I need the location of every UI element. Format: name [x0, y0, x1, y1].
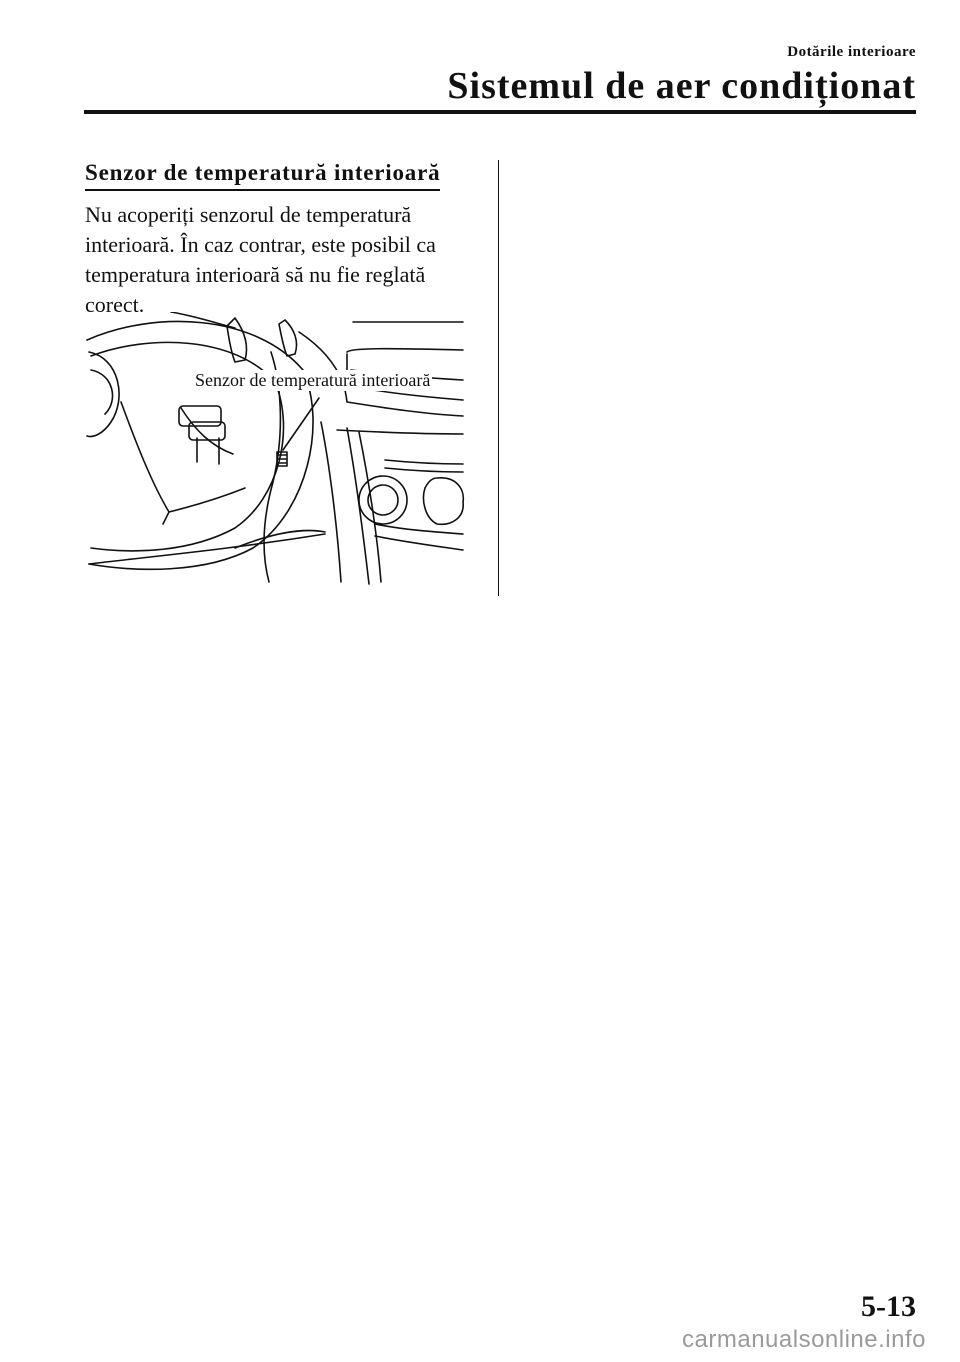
body-paragraph: Nu acoperiți senzorul de temperatură interioară. În caz contrar, este posibil ca temperatura interioară să nu fie reglată corect.: [85, 202, 436, 317]
dashboard-figure: [85, 312, 465, 588]
page-number: 5-13: [861, 1290, 916, 1323]
section-subheading: Senzor de temperatură interioară: [85, 160, 440, 191]
header-rule: [84, 110, 916, 114]
column-divider: [498, 160, 499, 596]
header-section-label: Dotările interioare: [787, 44, 916, 60]
watermark: carmanualsonline.info: [682, 1326, 926, 1353]
figure-callout-label: Senzor de temperatură interioară: [195, 370, 431, 390]
car-dashboard-illustration-icon: [85, 312, 465, 588]
page-title: Sistemul de aer condiționat: [447, 65, 916, 107]
